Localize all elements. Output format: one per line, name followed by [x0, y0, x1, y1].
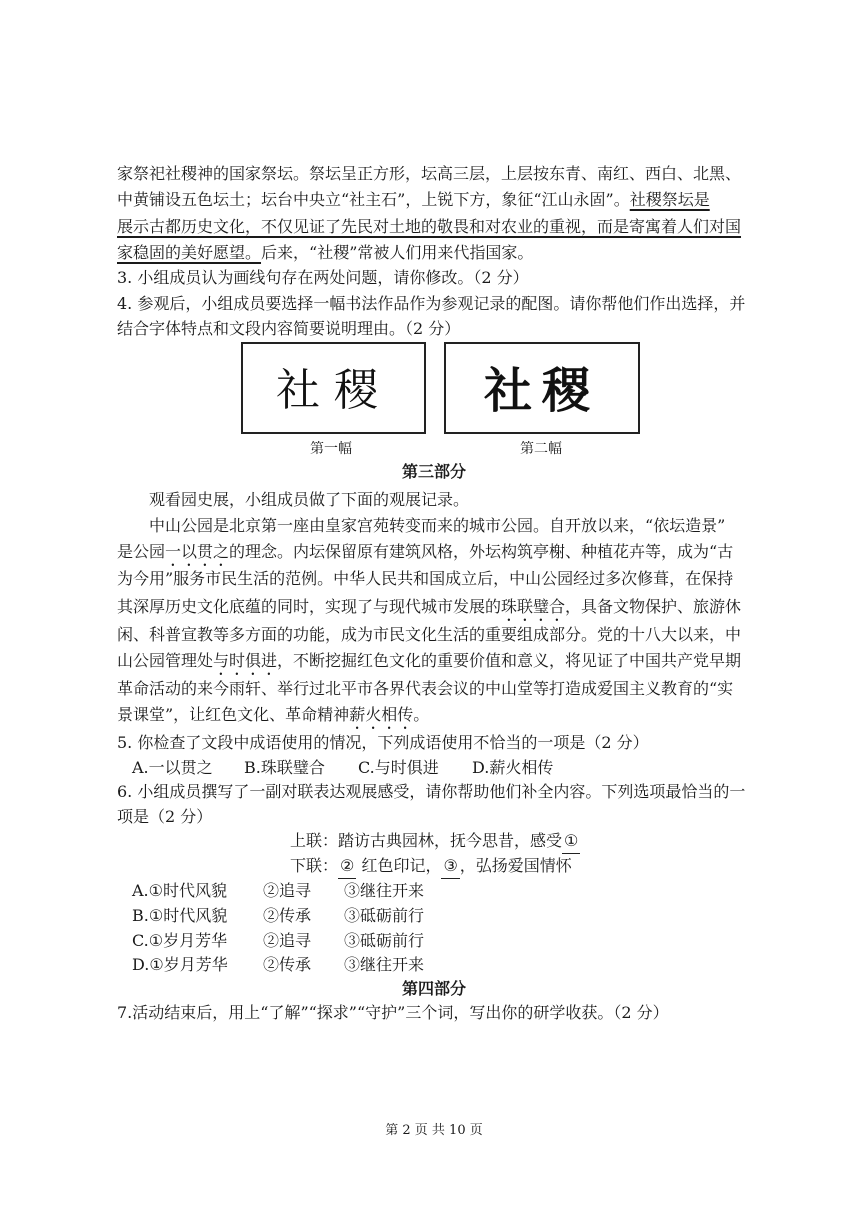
- passage-text: 。: [413, 705, 430, 724]
- part-3-heading: 第三部分: [401, 462, 466, 481]
- underlined-sentence-part1: 社稷祭坛是: [629, 190, 710, 209]
- q6-option-a-2: ②追寻: [263, 881, 312, 900]
- passage-text: ，具备文物保护、旅游休: [565, 597, 742, 616]
- intro-line-2: [117, 188, 710, 212]
- q6-option-d-1: D.①岁月芳华: [132, 955, 228, 974]
- passage-text: 是公园: [117, 542, 166, 561]
- q5-option-b: B.珠联璧合: [244, 758, 325, 777]
- couplet-upper: [290, 829, 580, 854]
- page-footer: 第 2 页 共 10 页: [385, 1123, 483, 1138]
- idiom-2: 珠联璧合: [501, 597, 566, 616]
- q5-option-a: A.一以贯之: [132, 758, 213, 777]
- q6-option-d-2: ②传承: [263, 955, 312, 974]
- q6-option-b-2: ②传承: [263, 906, 312, 925]
- question-6-line-2: 项是（2 分）: [117, 807, 213, 826]
- intro-line-3: [117, 215, 741, 239]
- passage-line-2: [117, 540, 733, 570]
- passage-text: 景课堂”，让红色文化、革命精神: [117, 705, 350, 724]
- q6-option-a-1: A.①时代风貌: [132, 881, 227, 900]
- calligraphy-first: [241, 342, 426, 434]
- part-4-heading: 第四部分: [401, 979, 466, 998]
- q6-option-c-2: ②追寻: [263, 931, 312, 950]
- calligraphy-first-text: 社稷: [275, 365, 392, 416]
- caption-second: 第二幅: [520, 441, 562, 457]
- blank-2: ②: [338, 854, 356, 879]
- question-7: 7.活动结束后，用上“了解”“探求”“守护”三个词，写出你的研学收获。（2 分）: [117, 1003, 669, 1022]
- passage-text: ，不断挖掘红色文化的重要价值和意义，将见证了中国共产党早期: [277, 651, 742, 670]
- passage-line-6: [117, 649, 741, 679]
- seal-script-image: [254, 353, 414, 423]
- caption-first: 第一幅: [310, 441, 352, 457]
- question-6-line-1: 6. 小组成员撰写了一副对联表达观展感受，请你帮助他们补全内容。下列选项最恰当的一: [117, 782, 746, 801]
- calligraphy-second: [444, 342, 640, 434]
- question-4-line-1: 4. 参观后，小组成员要选择一幅书法作品作为参观记录的配图。请你帮他们作出选择，并: [117, 294, 746, 313]
- question-3: 3. 小组成员认为画线句存在两处问题，请你修改。（2 分）: [117, 268, 529, 287]
- passage-line-1: 中山公园是北京第一座由皇家宫苑转变而来的城市公园。自开放以来，“依坛造景”: [149, 516, 726, 535]
- calligraphy-second-text: 社稷: [483, 363, 601, 419]
- couplet-lower-prefix: 下联：: [290, 856, 339, 875]
- q6-option-c-1: C.①岁月芳华: [132, 931, 228, 950]
- blank-3: ③: [441, 854, 459, 879]
- couplet-lower-mid: 红色印记，: [356, 856, 442, 875]
- passage-text: 的理念。内坛保留原有建筑风格，外坛构筑亭榭、种植花卉等，成为“古: [229, 542, 734, 561]
- passage-text: 其深厚历史文化底蕴的同时，实现了与现代城市发展的: [117, 597, 502, 616]
- bold-script-image: [457, 353, 627, 423]
- question-5-stem: 5. 你检查了文段中成语使用的情况，下列成语使用不恰当的一项是（2 分）: [117, 733, 649, 752]
- passage-line-8: [117, 703, 429, 733]
- q5-option-c: C.与时俱进: [358, 758, 439, 777]
- blank-1: ①: [562, 829, 580, 854]
- passage-line-7: 革命活动的来今雨轩、举行过北平市各界代表会议的中山堂等打造成爱国主义教育的“实: [117, 679, 734, 698]
- idiom-1: 一以贯之: [165, 542, 230, 561]
- passage-line-4: [117, 595, 741, 625]
- underlined-sentence-part3: 家稳固的美好愿望。: [117, 243, 262, 262]
- couplet-upper-text: 上联：踏访古典园林，抚今思昔，感受: [290, 831, 563, 850]
- part-3-intro: 观看园史展，小组成员做了下面的观展记录。: [149, 490, 470, 509]
- q5-option-d: D.薪火相传: [472, 758, 554, 777]
- intro-line-2-text: 中黄铺设五色坛土；坛台中央立“社主石”，上锐下方，象征“江山永固”。: [117, 190, 630, 209]
- intro-line-4-text: 后来，“社稷”常被人们用来代指国家。: [261, 243, 534, 262]
- q6-option-d-3: ③继往开来: [344, 955, 425, 974]
- intro-line-1: 家祭祀社稷神的国家祭坛。祭坛呈正方形，坛高三层，上层按东青、南红、西白、北黑、: [117, 164, 742, 183]
- q6-option-b-1: B.①时代风貌: [132, 906, 228, 925]
- q6-option-c-3: ③砥砺前行: [344, 931, 425, 950]
- passage-text: 山公园管理处: [117, 651, 214, 670]
- q6-option-a-3: ③继往开来: [344, 881, 425, 900]
- couplet-lower: [290, 854, 572, 879]
- couplet-lower-suffix: ，弘扬爱国情怀: [459, 856, 572, 875]
- idiom-3: 与时俱进: [213, 651, 278, 670]
- question-4-line-2: 结合字体特点和文段内容简要说明理由。（2 分）: [117, 319, 461, 338]
- intro-line-4: [117, 241, 533, 265]
- q6-option-b-3: ③砥砺前行: [344, 906, 425, 925]
- passage-line-3: 为今用”服务市民生活的范例。中华人民共和国成立后，中山公园经过多次修葺，在保持: [117, 569, 734, 588]
- idiom-4: 薪火相传: [349, 705, 414, 724]
- underlined-sentence-part2: 展示古都历史文化，不仅见证了先民对土地的敬畏和对农业的重视，而是寄寓着人们对国: [117, 217, 742, 236]
- passage-line-5: 闲、科普宣教等多方面的功能，成为市民文化生活的重要组成部分。党的十八大以来，中: [117, 625, 742, 644]
